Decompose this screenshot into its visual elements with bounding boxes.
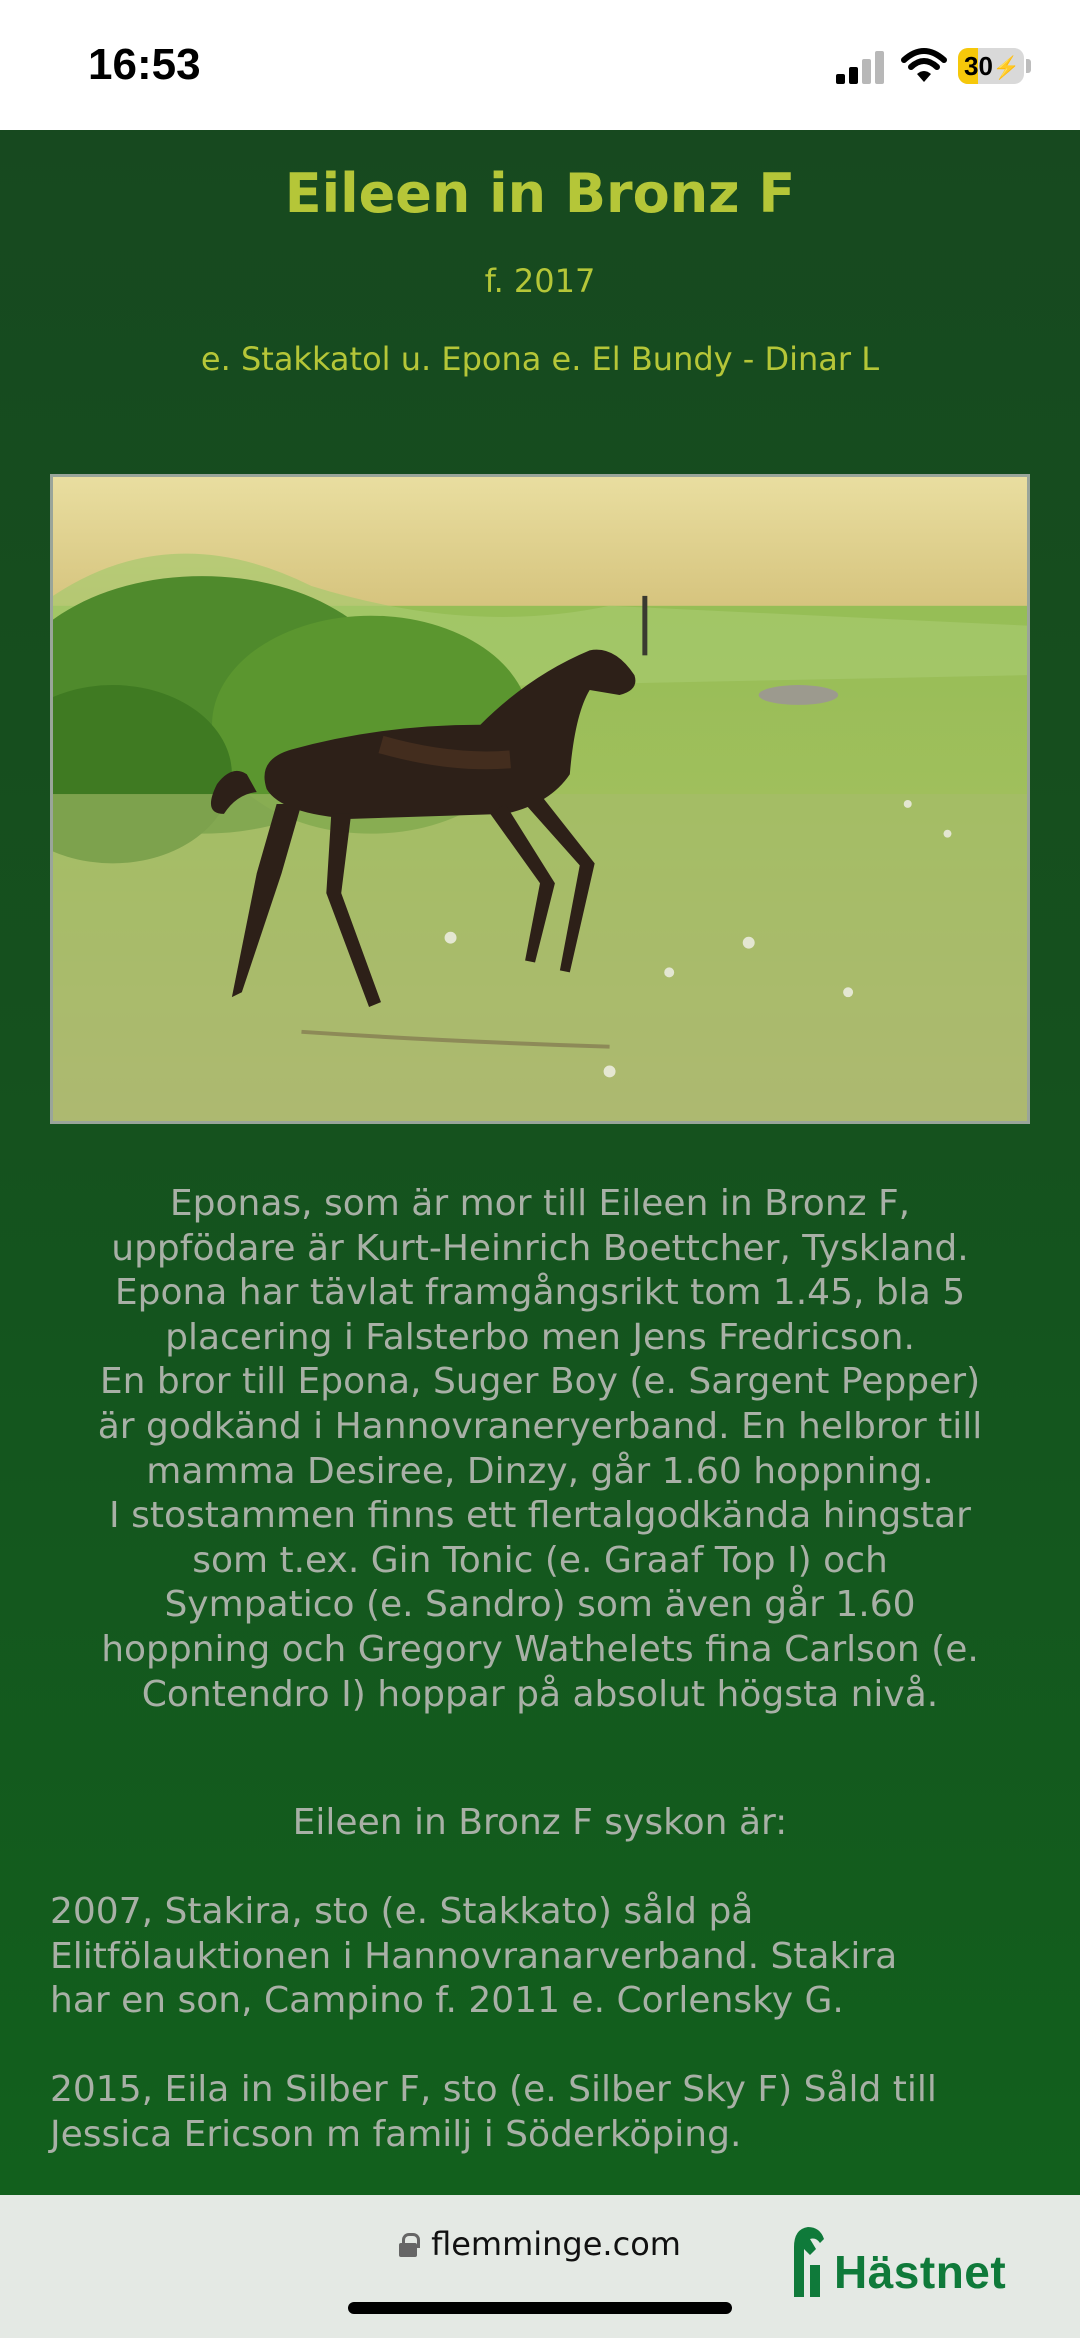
page-title: Eileen in Bronz F (284, 162, 796, 225)
horse-description (40, 1182, 1040, 1717)
battery-level: 30⚡ (964, 51, 1021, 81)
cellular-signal-icon (836, 50, 884, 84)
description-line: hoppning och Gregory Wathelets fina Carlson (e. (101, 1628, 979, 1670)
page-content (0, 130, 1080, 2195)
brand-name: Hästnet (834, 2246, 1007, 2298)
sibling-entry (50, 1890, 1050, 2024)
battery-icon (958, 48, 1024, 84)
description-line: Eponas, som är mor till Eileen in Bronz F, (169, 1183, 911, 1224)
sibling-line: Elitfölauktionen i Hannovranarverband. Stakira (50, 1935, 898, 1977)
hastnet-logo[interactable] (790, 2225, 1050, 2305)
sibling-entry (50, 2068, 1050, 2157)
description-line: I stostammen finns ett flertalgodkända hingstar (109, 1495, 971, 1537)
browser-address-bar[interactable] (0, 2195, 1080, 2338)
status-time: 16:53 (88, 40, 201, 89)
description-line: Sympatico (e. Sandro) som även går 1.60 (164, 1584, 916, 1626)
description-line: Epona har tävlat framgångsrikt tom 1.45, bla 5 (114, 1272, 966, 1314)
horse-photo (50, 474, 1030, 1124)
sibling-line: Jessica Ericson m familj i Söderköping. (50, 2113, 742, 2155)
status-bar (0, 0, 1080, 130)
sibling-line: 2007, Stakira, sto (e. Stakkato) såld på (50, 1891, 754, 1932)
description-line: uppfödare är Kurt-Heinrich Boettcher, Tyskland. (111, 1227, 969, 1269)
pedigree-line: e. Stakkatol u. Epona e. El Bundy - Dinar L (200, 340, 880, 378)
description-line: som t.ex. Gin Tonic (e. Graaf Top I) och (192, 1539, 888, 1581)
birth-year: f. 2017 (484, 262, 596, 300)
sibling-line: har en son, Campino f. 2011 e. Corlensky G. (50, 1980, 844, 2022)
wifi-icon (900, 46, 948, 84)
siblings-heading: Eileen in Bronz F syskon är: (292, 1802, 788, 1843)
description-line: En bror till Epona, Suger Boy (e. Sargent Pepper) (99, 1361, 981, 1403)
description-line: placering i Falsterbo men Jens Fredricson. (165, 1316, 915, 1358)
url-text: flemminge.com (431, 2225, 681, 2263)
horse-head-icon (790, 2225, 826, 2297)
description-line: Contendro I) hoppar på absolut högsta nivå. (141, 1673, 939, 1715)
home-indicator[interactable] (348, 2302, 732, 2314)
sibling-line: 2015, Eila in Silber F, sto (e. Silber Sky F) Såld till (50, 2069, 937, 2110)
description-line: är godkänd i Hannovraneryerband. En helbror till (97, 1405, 983, 1447)
lock-icon (399, 2233, 417, 2257)
description-line: mamma Desiree, Dinzy, går 1.60 hoppning. (146, 1450, 934, 1492)
